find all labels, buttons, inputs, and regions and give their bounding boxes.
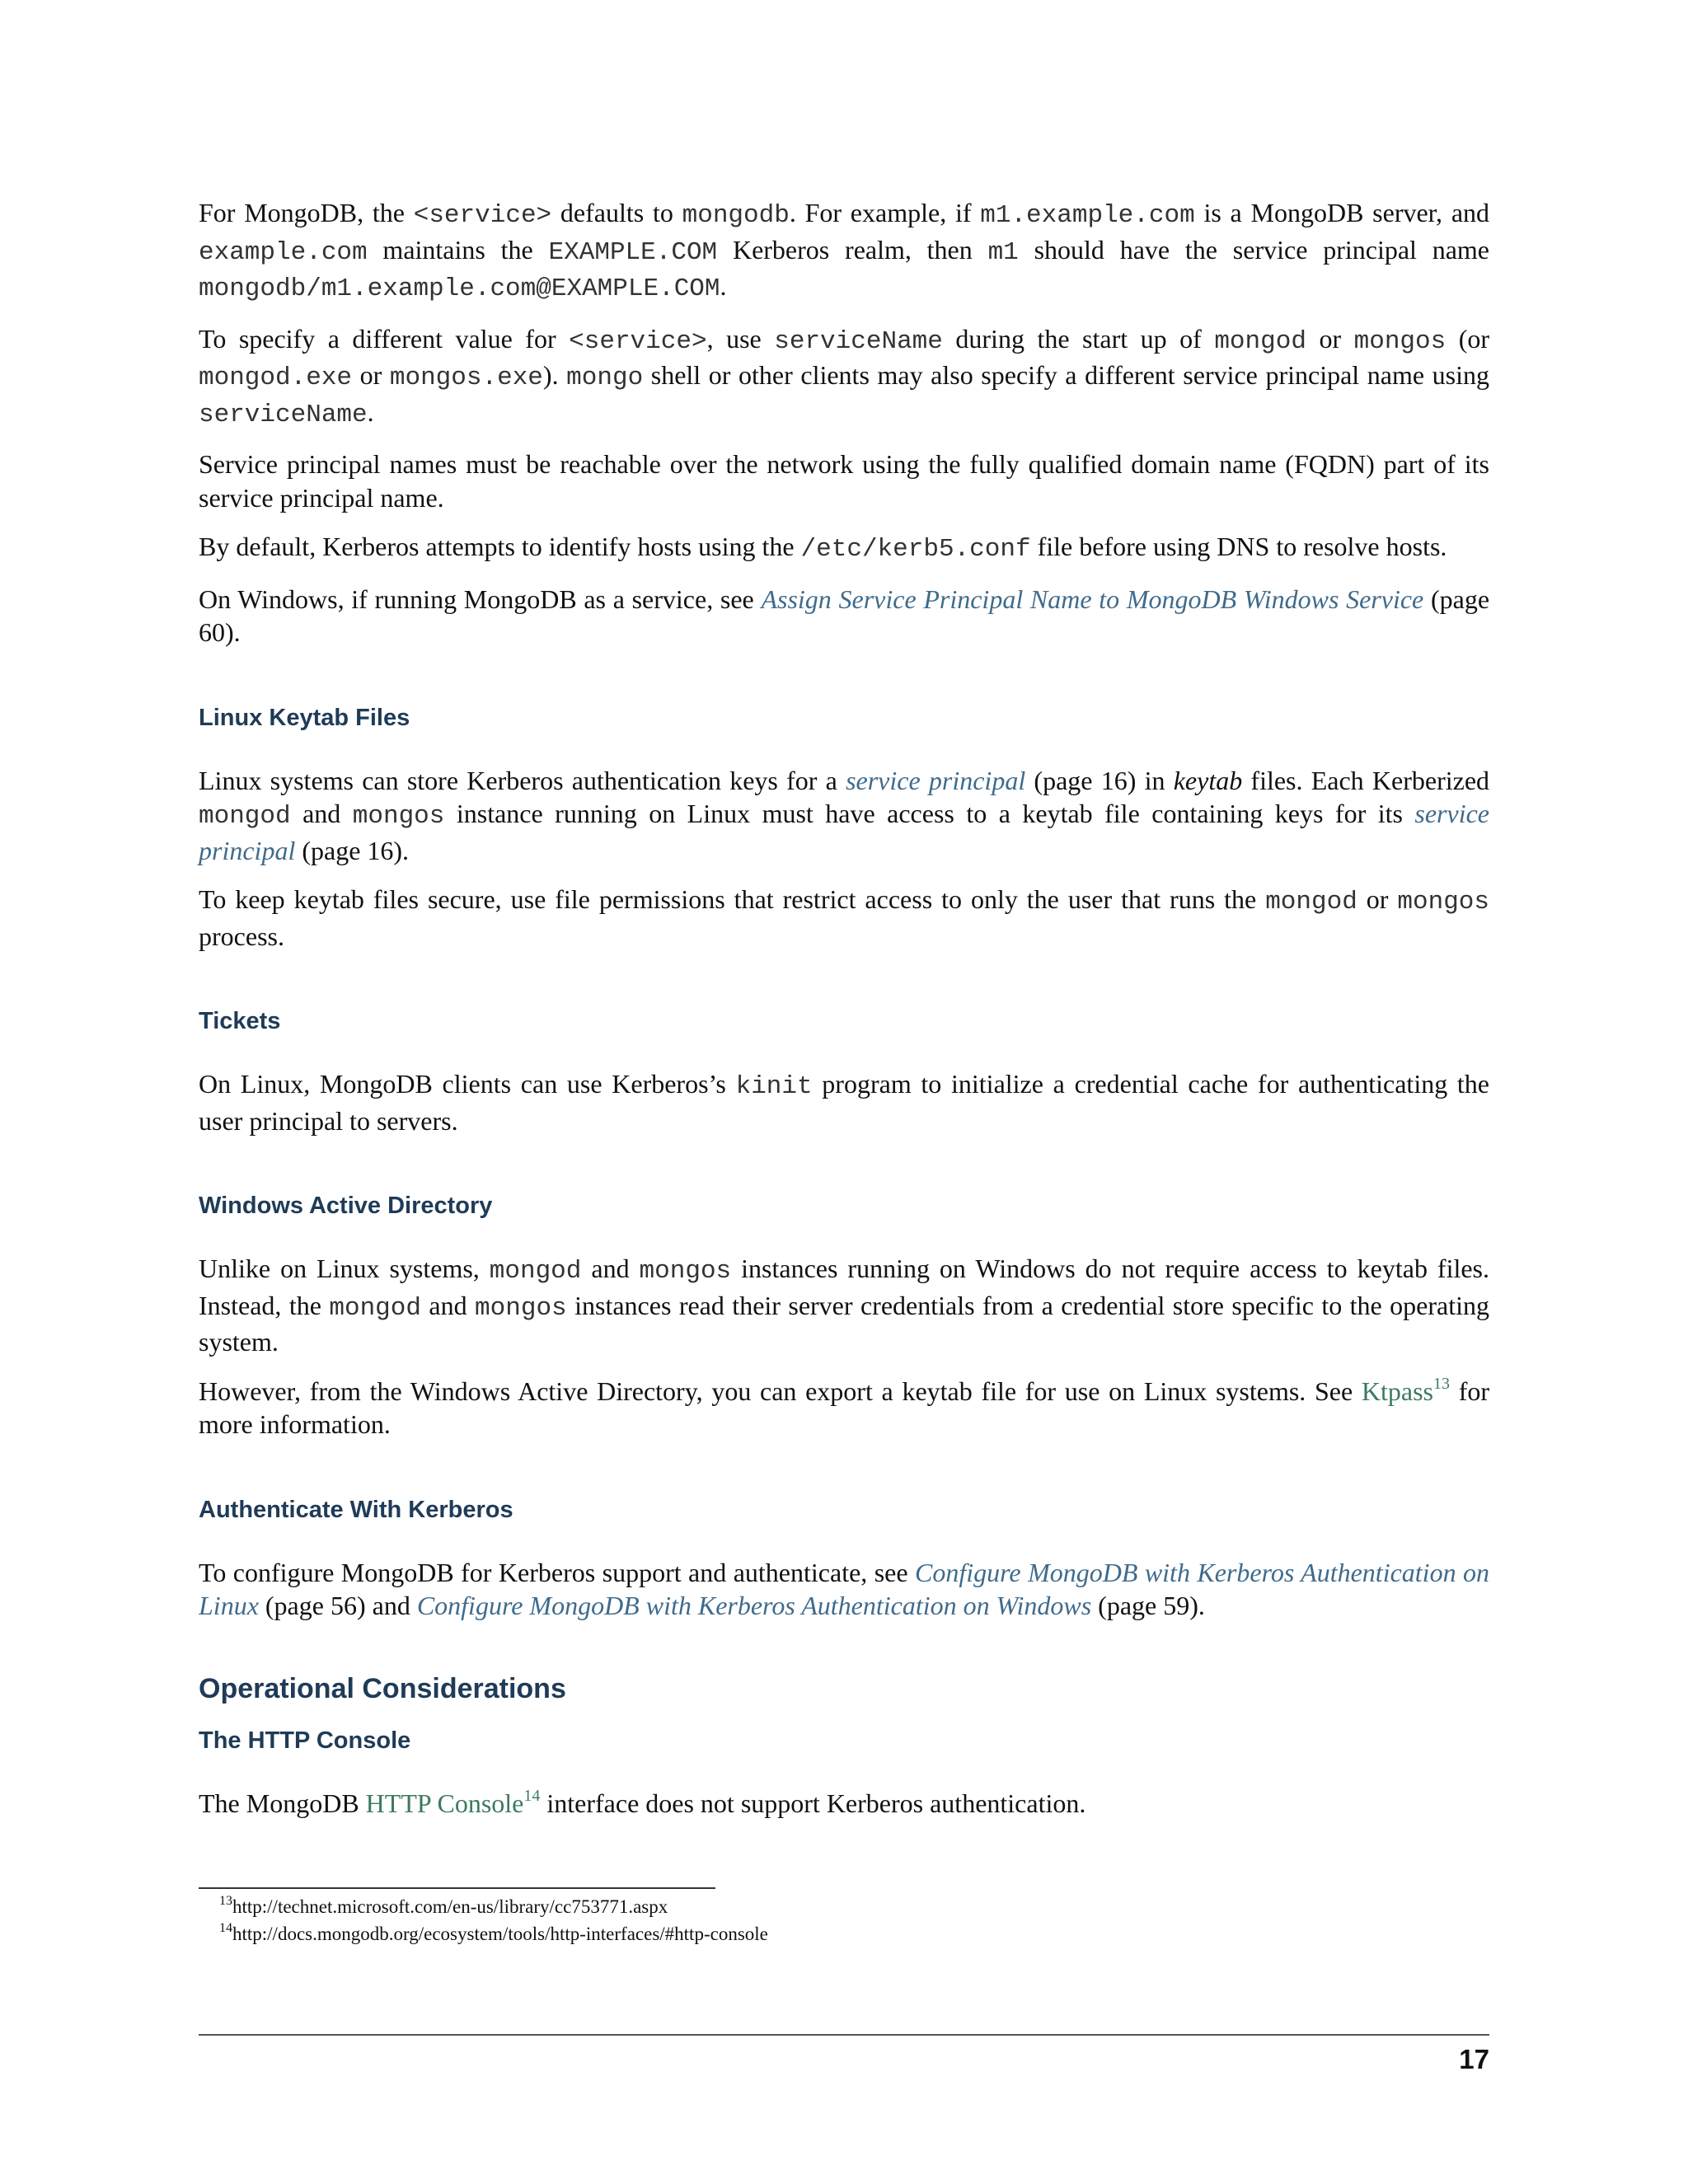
- link-http-console[interactable]: HTTP Console: [365, 1788, 524, 1818]
- text: (page 56) and: [258, 1591, 417, 1620]
- heading-authenticate-with-kerberos: Authenticate With Kerberos: [199, 1496, 513, 1523]
- footnote-14: [219, 1920, 768, 1947]
- code-literal: serviceName: [199, 400, 368, 429]
- text: for more information.: [199, 1376, 1490, 1439]
- text: Unlike on Linux systems,: [199, 1254, 490, 1283]
- text: .: [720, 271, 727, 301]
- code-literal: mongod: [1214, 326, 1306, 356]
- link-service-principal[interactable]: service principal: [846, 765, 1026, 795]
- code-literal: <service>: [569, 326, 707, 356]
- text: maintains the: [367, 234, 549, 265]
- footnote-ref[interactable]: 14: [523, 1786, 541, 1805]
- paragraph-kerb5-conf: [199, 530, 1489, 567]
- code-literal: mongodb/m1.example.com@EXAMPLE.COM: [199, 274, 720, 303]
- footnotes: [219, 1893, 768, 1947]
- heading-operational-considerations: Operational Considerations: [199, 1672, 566, 1704]
- code-literal: mongod: [329, 1293, 421, 1323]
- link-configure-kerberos-linux[interactable]: Configure MongoDB with Kerberos Authentication on Linux: [199, 1557, 1490, 1620]
- code-literal: mongo: [566, 363, 644, 392]
- code-literal: mongodb: [682, 201, 790, 230]
- text: On Windows, if running MongoDB as a service, see: [199, 583, 762, 614]
- code-literal: m1.example.com: [980, 201, 1195, 230]
- code-literal: mongos: [639, 1257, 732, 1286]
- code-literal: <service>: [413, 201, 552, 230]
- text: Linux systems can store Kerberos authentication keys for a: [199, 765, 846, 795]
- emphasis: keytab: [1173, 765, 1243, 795]
- text: , use: [706, 323, 775, 354]
- text: file before using DNS to resolve hosts.: [1030, 532, 1447, 561]
- text: To configure MongoDB for Kerberos support and authenticate, see: [199, 1557, 916, 1587]
- text: To specify a different value for: [199, 323, 570, 354]
- code-literal: EXAMPLE.COM: [548, 237, 718, 267]
- text: or: [1306, 323, 1354, 354]
- footnote-number: 14: [219, 1921, 232, 1935]
- heading-tickets: Tickets: [199, 1008, 281, 1034]
- code-literal: mongos: [352, 802, 445, 831]
- text: instances running on Windows do not require access to keytab files. Instead, the: [199, 1254, 1490, 1320]
- text: On Linux, MongoDB clients can use Kerberos’s: [199, 1069, 736, 1099]
- footnote-divider: [199, 1887, 715, 1889]
- text: .: [367, 396, 374, 427]
- text: (page 59).: [1091, 1591, 1205, 1620]
- footnote-url[interactable]: http://technet.microsoft.com/en-us/library/cc753771.aspx: [232, 1896, 668, 1917]
- text: The MongoDB: [199, 1788, 366, 1818]
- paragraph-keytab: [199, 764, 1489, 868]
- link-service-principal[interactable]: service principal: [199, 799, 1489, 865]
- text: should have the service principal name: [1018, 234, 1490, 265]
- footnote-url[interactable]: http://docs.mongodb.org/ecosystem/tools/http-interfaces/#http-console: [232, 1924, 768, 1944]
- text: ).: [542, 360, 567, 390]
- text: However, from the Windows Active Directory, you can export a keytab file for use on Linux systems. See: [199, 1376, 1362, 1406]
- code-literal: kinit: [735, 1072, 813, 1101]
- code-literal: m1: [987, 237, 1019, 267]
- text: . For example, if: [789, 198, 981, 227]
- paragraph-windows-credentials: [199, 1252, 1489, 1359]
- code-literal: mongod: [1265, 888, 1357, 916]
- paragraph-service-default: [199, 196, 1489, 307]
- page-footer-divider: [199, 2034, 1489, 2036]
- text: and: [420, 1290, 476, 1320]
- paragraph-http-console: [199, 1787, 1489, 1821]
- code-literal: example.com: [199, 237, 368, 267]
- text: process.: [199, 921, 284, 951]
- heading-linux-keytab-files: Linux Keytab Files: [199, 704, 410, 731]
- text: shell or other clients may also specify a different service principal name using: [643, 360, 1490, 390]
- footnote-number: 13: [219, 1894, 232, 1908]
- link-ktpass[interactable]: Ktpass: [1361, 1376, 1433, 1406]
- text: (page 60).: [199, 583, 1490, 647]
- text: or: [1357, 884, 1398, 914]
- link-configure-kerberos-windows[interactable]: Configure MongoDB with Kerberos Authentication on Windows: [416, 1591, 1092, 1620]
- text: and: [581, 1254, 640, 1283]
- code-literal: mongos: [1397, 888, 1490, 916]
- code-literal: serviceName: [774, 326, 943, 356]
- paragraph-ktpass: [199, 1375, 1489, 1441]
- text: (page 16).: [295, 835, 410, 865]
- text: program to initialize a credential cache for authenticating the user principal to servers.: [199, 1069, 1490, 1136]
- text: (page 16) in: [1025, 765, 1174, 795]
- code-literal: mongod: [489, 1257, 582, 1286]
- code-literal: mongos.exe: [389, 363, 543, 392]
- text: To keep keytab files secure, use file permissions that restrict access to only the user that runs the: [199, 884, 1266, 914]
- paragraph-service-name: [199, 322, 1489, 433]
- text: Kerberos realm, then: [717, 234, 988, 265]
- page-content: [199, 196, 1489, 1835]
- footnote-ref[interactable]: 13: [1433, 1374, 1450, 1393]
- code-literal: /etc/kerb5.conf: [800, 535, 1031, 564]
- paragraph-fqdn: Service principal names must be reachable over the network using the fully qualified domain name (FQDN) part of its service principal name.: [199, 449, 1489, 513]
- text: instance running on Linux must have access to a keytab file containing keys for its: [444, 799, 1415, 828]
- footnote-13: [219, 1893, 768, 1920]
- code-literal: mongod.exe: [199, 363, 353, 392]
- heading-http-console: The HTTP Console: [199, 1727, 411, 1754]
- text: or: [352, 360, 390, 390]
- code-literal: mongos: [1353, 326, 1447, 356]
- paragraph-configure-kerberos: [199, 1556, 1489, 1623]
- text: and: [290, 799, 353, 828]
- link-assign-spn[interactable]: Assign Service Principal Name to MongoDB Windows Service: [761, 583, 1424, 614]
- text: defaults to: [551, 198, 682, 227]
- paragraph-kinit: [199, 1067, 1489, 1137]
- code-literal: mongod: [199, 802, 291, 831]
- text: instances read their server credentials from a credential store specific to the operating system.: [199, 1290, 1490, 1357]
- code-literal: mongos: [475, 1293, 567, 1323]
- text: is a MongoDB server, and: [1194, 198, 1490, 227]
- paragraph-keytab-security: [199, 883, 1489, 953]
- paragraph-windows-service: [199, 583, 1489, 649]
- text: during the start up of: [942, 323, 1215, 354]
- text: files. Each Kerberized: [1242, 765, 1490, 795]
- text: interface does not support Kerberos authentication.: [540, 1788, 1086, 1818]
- text: (or: [1446, 323, 1490, 354]
- text: For MongoDB, the: [199, 198, 414, 227]
- text: By default, Kerberos attempts to identify hosts using the: [199, 532, 801, 561]
- page-number: 17: [1459, 2044, 1489, 2074]
- heading-windows-active-directory: Windows Active Directory: [199, 1193, 493, 1219]
